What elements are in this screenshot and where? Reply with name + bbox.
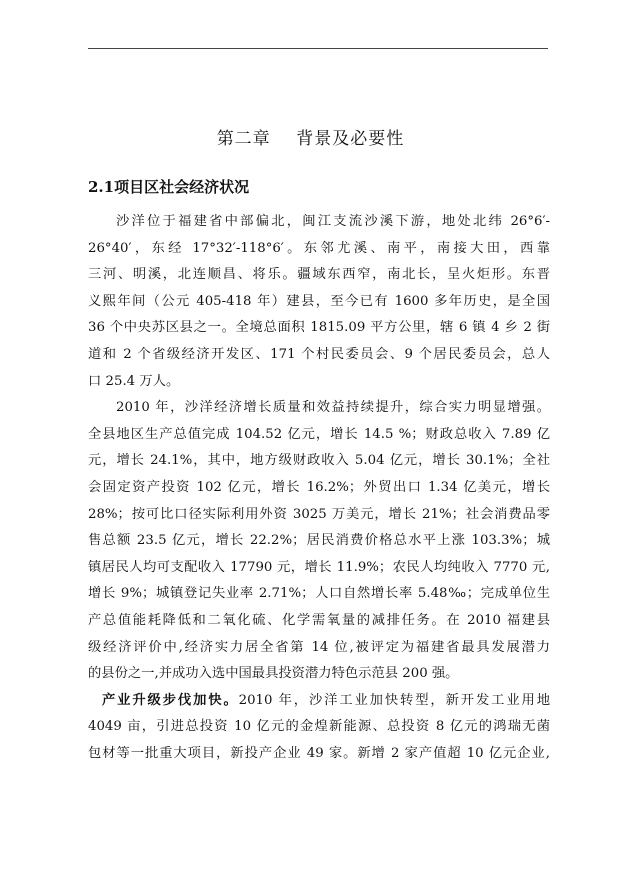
paragraph-line: 三河、明溪，北连顺昌、将乐。疆域东西窄，南北长，呈火炬形。东晋 (88, 267, 550, 283)
paragraph-line: 26°40′，东经 17°32′-118°6′。东邻尤溪、南平，南接大田，西靠 (88, 240, 550, 256)
paragraph-line: 36 个中央苏区县之一。全境总面积 1815.09 平方公里，辖 6 镇 4 乡 2 街 (88, 320, 550, 336)
paragraph-line: 28%；按可比口径实际利用外资 3025 万美元，增长 21%；社会消费品零 (88, 506, 550, 522)
paragraph-line: 增长 9%；城镇登记失业率 2.71%；人口自然增长率 5.48‰；完成单位生 (88, 586, 550, 602)
paragraph-line: 镇居民人均可支配收入 17790 元，增长 11.9%；农民人均纯收入 7770 元, (88, 559, 550, 575)
paragraph-line: 义熙年间（公元 405-418 年）建县，至今已有 1600 多年历史，是全国 (88, 293, 550, 309)
paragraph-line: 包材等一批重大项目，新投产企业 49 家。新增 2 家产值超 10 亿元企业, (88, 745, 550, 761)
paragraph-line: 的县份之一,并成功入选中国最具投资潜力特色示范县 200 强。 (88, 666, 459, 682)
paragraph-line: 道和 2 个省级经济开发区、171 个村民委员会、9 个居民委员会，总人 (88, 346, 550, 362)
paragraph-line: 产总值能耗降低和二氧化硫、化学需氧量的减排任务。在 2010 福建县 (88, 612, 550, 628)
chapter-title: 第二章 背景及必要性 (216, 129, 405, 149)
paragraph-lead: 产业升级步伐加快。 (102, 692, 239, 708)
paragraph-line: 2010 年，沙洋经济增长质量和效益持续提升，综合实力明显增强。 (116, 400, 550, 416)
header-rule (88, 48, 548, 49)
paragraph-line: 口 25.4 万人。 (88, 373, 180, 389)
paragraph-text: 2010 年，沙洋工业加快转型，新开发工业用地 (238, 692, 550, 708)
paragraph-line: 4049 亩，引进总投资 10 亿元的金煌新能源、总投资 8 亿元的鸿瑞无菌 (88, 719, 550, 735)
paragraph-line: 售总额 23.5 亿元，增长 22.2%；居民消费价格总水平上涨 103.3%；城 (88, 533, 550, 549)
document-body (88, 209, 550, 767)
section-title: 2.1项目区社会经济状况 (88, 178, 250, 196)
paragraph-line: 元，增长 24.1%，其中，地方级财政收入 5.04 亿元，增长 30.1%；全社 (88, 453, 550, 469)
paragraph-line: 全县地区生产总值完成 104.52 亿元，增长 14.5 %；财政总收入 7.89 亿 (88, 426, 550, 442)
paragraph-line: 会固定资产投资 102 亿元，增长 16.2%；外贸出口 1.34 亿美元，增长 (88, 479, 550, 495)
paragraph-line: 沙洋位于福建省中部偏北，闽江支流沙溪下游，地处北纬 26°6′- (116, 214, 550, 229)
paragraph-line: 级经济评价中,经济实力居全省第 14 位,被评定为福建省最具发展潜力 (88, 639, 550, 655)
paragraph-line (88, 688, 550, 715)
